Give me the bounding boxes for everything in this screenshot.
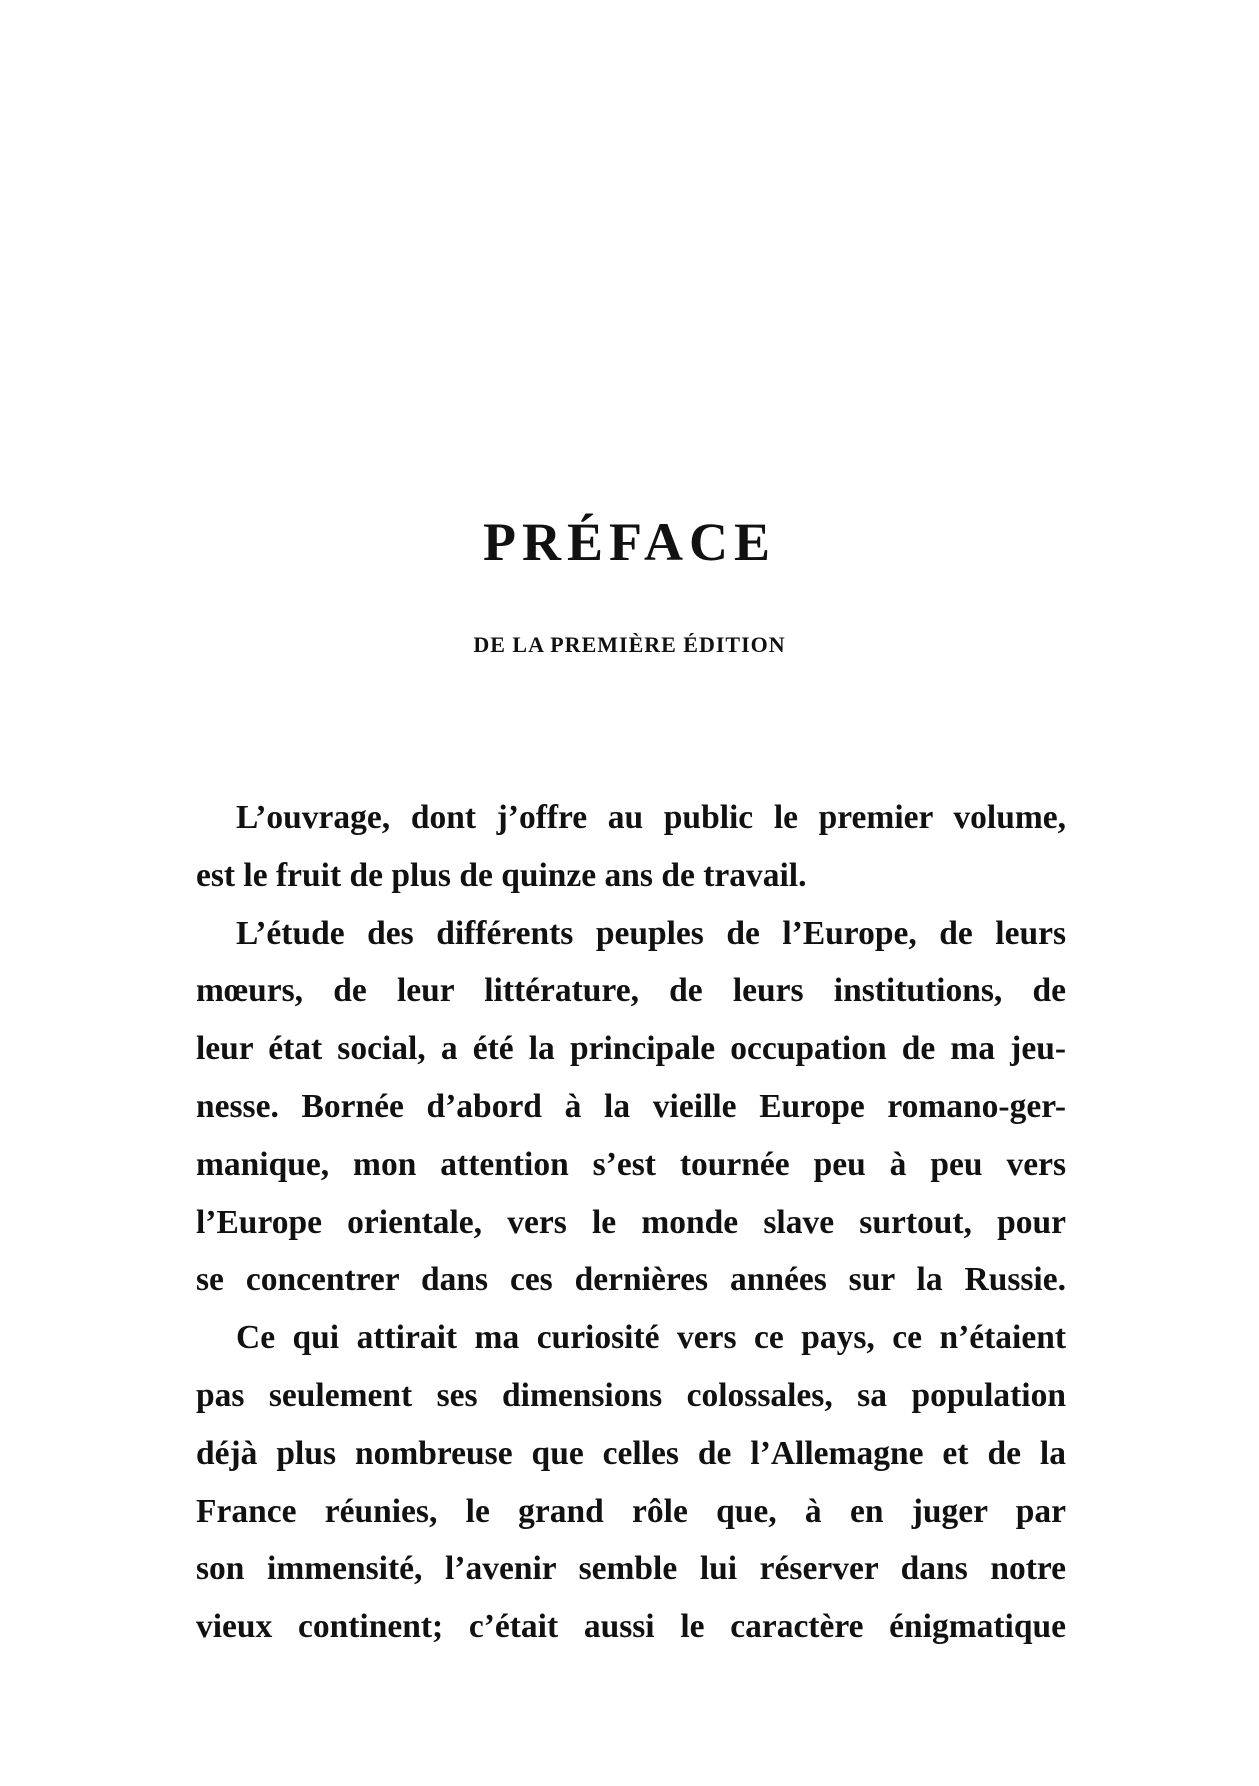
text-line: se concentrer dans ces dernières années sur la Russie.: [196, 1261, 1066, 1299]
text-line: l’Europe orientale, vers le monde slave surtout, pour: [196, 1203, 1066, 1241]
text-line: leur état social, a été la principale occupation de ma jeu-: [196, 1030, 1066, 1068]
text-line: nesse. Bornée d’abord à la vieille Europe romano-ger-: [196, 1087, 1066, 1125]
text-line: déjà plus nombreuse que celles de l’Allemagne et de la: [196, 1434, 1066, 1472]
text-line: pas seulement ses dimensions colossales, sa population: [196, 1376, 1066, 1414]
text-line: manique, mon attention s’est tournée peu à peu vers: [196, 1145, 1066, 1183]
text-line: Ce qui attirait ma curiosité vers ce pays, ce n’étaient: [236, 1319, 1066, 1357]
text-line: L’étude des différents peuples de l’Europe, de leurs: [236, 914, 1066, 952]
page-subtitle: DE LA PREMIÈRE ÉDITION: [473, 632, 786, 657]
preface-body: [196, 789, 1066, 1656]
text-line: son immensité, l’avenir semble lui réserver dans notre: [196, 1550, 1066, 1588]
text-line: est le fruit de plus de quinze ans de travail.: [196, 856, 807, 894]
page-title: PRÉFACE: [483, 512, 776, 572]
text-line: L’ouvrage, dont j’offre au public le premier volume,: [236, 799, 1066, 836]
text-line: mœurs, de leur littérature, de leurs institutions, de: [196, 972, 1066, 1010]
text-line: vieux continent; c’était aussi le caractère énigmatique: [196, 1608, 1066, 1646]
text-line: France réunies, le grand rôle que, à en juger par: [196, 1492, 1066, 1530]
